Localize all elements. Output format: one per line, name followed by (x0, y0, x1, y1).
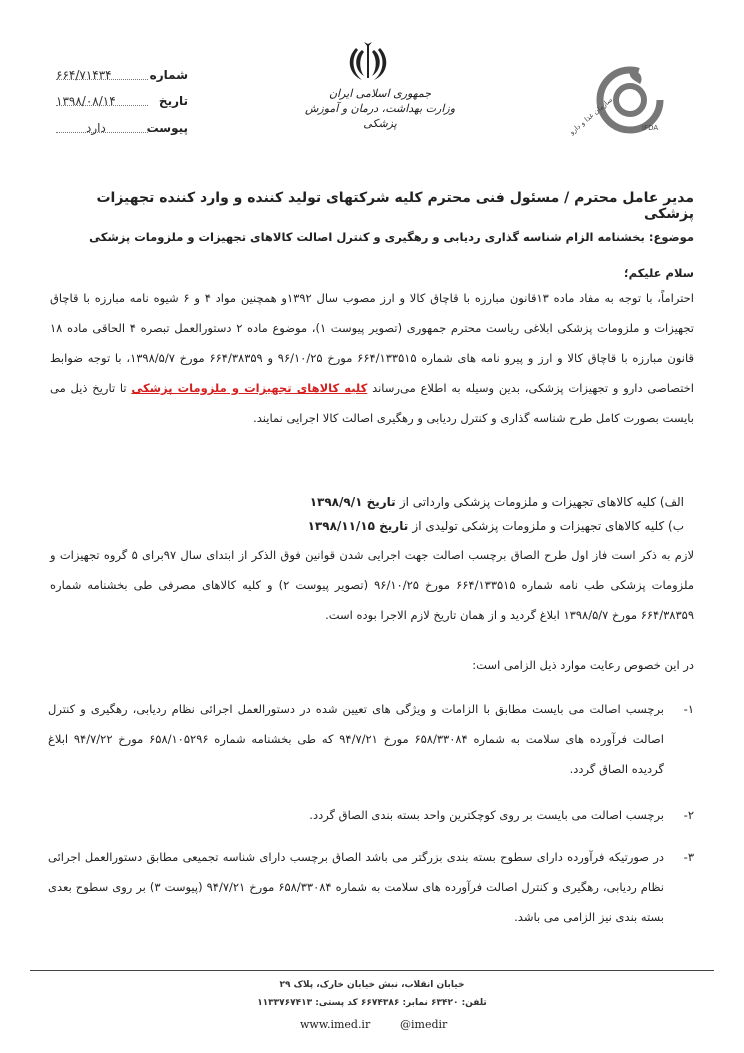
date-value: ۱۳۹۸/۰۸/۱۴ (56, 94, 116, 108)
requirement-item (48, 694, 694, 784)
deadline-import (44, 495, 684, 509)
intro-paragraph (50, 283, 694, 433)
ministry-title (290, 86, 470, 131)
requirement-text: برچسب اصالت می بایست بر روی کوچکترین واحد بسته بندی الصاق گردد. (309, 808, 664, 822)
attachment-value: دارد (86, 121, 106, 135)
addressee: مدیر عامل محترم / مسئول فنی محترم کلیه شرکتهای تولید کننده و وارد کننده تجهیزات پزشکی (96, 190, 694, 222)
requirement-index: ۳- (683, 850, 694, 864)
letter-attachment (56, 121, 188, 141)
footer-divider (30, 970, 714, 971)
requirement-text: برچسب اصالت می بایست مطابق با الزامات و ویژگی های تعیین شده در دستورالعمل اجرائی نظام ردیابی، رهگیری و کنترل اصالت فرآورده های سلامت به شماره ۶۵۸/۳۳۰۸۴ مورخ ۹۴/۷/۲۱ که طی بخشنامه شماره ۶۵۸/۱۰۵۲۹۶ مورخ ۹۴/۷/۲۲ ابلاغ گردیده الصاق گردد. (48, 702, 665, 776)
subject-line (34, 230, 694, 244)
greeting: سلام علیکم؛ (623, 266, 694, 280)
letter-number (56, 68, 188, 88)
footer-contact: تلفن: ۶۳۴۲۰ نمابر: ۶۶۷۴۳۸۶ کد پستی: ۱۱۳۳۷۶۷۴۱۳ (257, 998, 487, 1008)
ministry-line-1: جمهوری اسلامی ایران (328, 87, 432, 100)
number-value: ۶۶۴/۷۱۴۳۴ (56, 68, 112, 82)
number-label: شماره (149, 68, 188, 82)
subject-label: موضوع: (648, 230, 694, 244)
intro-highlight: کلیه کالاهای تجهیزات و ملزومات پزشکی (131, 381, 368, 395)
deadline-production-text: ب) کلیه کالاهای تجهیزات و ملزومات پزشکی تولیدی از (412, 519, 684, 533)
requirement-item (48, 842, 694, 932)
note-paragraph: لازم به ذکر است فاز اول طرح الصاق برچسب اصالت جهت اجرایی شدن قوانین فوق الذکر از ابتدای سال ۹۷برای ۵ گروه تجهیزات و ملزومات پزشکی طب نامه شماره ۶۶۴/۱۳۳۵۱۵ مورخ ۹۶/۱۰/۲۵ (تصویر پیوست ۲) و کلیه کالاهای مصرفی طی بخشنامه شماره ۶۶۴/۳۸۳۵۹ مورخ ۱۳۹۸/۵/۷ ابلاغ گردید و از همان تاریخ لازم الاجرا بوده است. (50, 548, 695, 622)
deadline-import-date: تاریخ ۱۳۹۸/۹/۱ (309, 495, 396, 509)
letter-date (56, 94, 188, 114)
requirement-text: در صورتیکه فرآورده دارای سطوح بسته بندی بزرگتر می باشد الصاق برچسب دارای شناسه تجمیعی مطابق دستورالعمل اجرائی نظام ردیابی، رهگیری و کنترل اصالت فرآورده های سلامت به شماره ۶۵۸/۳۳۰۸۴ مورخ ۹۴/۷/۲۱ (پیوست ۳) بر روی سطوح بعدی بسته بندی نیز الزامی می باشد. (48, 850, 665, 924)
requirement-item (48, 800, 694, 830)
deadline-production (44, 519, 684, 533)
deadline-production-date: تاریخ ۱۳۹۸/۱۱/۱۵ (307, 519, 409, 533)
ministry-line-2: وزارت بهداشت، درمان و آموزش پزشکی (304, 102, 456, 130)
iran-emblem-icon (346, 40, 390, 90)
attachment-label: پیوست (146, 121, 188, 135)
footer-website[interactable]: www.imed.ir (300, 1018, 371, 1031)
subject-text: بخشنامه الزام شناسه گذاری ردیابی و رهگیری و کنترل اصالت کالاهای تجهیزات و ملزومات پزشکی (89, 230, 645, 244)
ifda-code: IFDA (642, 124, 659, 132)
intro-text-2: تا تاریخ ذیل می بایست بصورت کامل طرح شناسه گذاری و کنترل ردیابی و رهگیری اصالت کالا اجرایی نمایند. (50, 381, 694, 425)
intro-text-1: احتراماً، با توجه به مفاد ماده ۱۳قانون مبارزه با قاچاق کالا و ارز مصوب سال ۱۳۹۲و همچنین مواد ۴ و ۶ شیوه نامه مبارزه با قاچاق تجهیزات و ملزومات پزشکی ابلاغی ریاست محترم جمهوری (تصویر پیوست ۱)، موضوع ماده ۲ دستورالعمل تبصره ۴ الحاقی ماده ۱۸ قانون مبارزه با قاچاق کالا و ارز و پیرو نامه های شماره ۶۶۴/۱۳۳۵۱۵ مورخ ۹۶/۱۰/۲۵ و ۶۶۴/۳۸۳۵۹ مورخ ۱۳۹۸/۵/۷، با توجه ضوابط اختصاصی دارو و تجهیزات پزشکی، بدین وسیله به اطلاع می‌رساند (50, 291, 695, 395)
footer-address: خیابان انقلاب، نبش خیابان خارک، پلاک ۲۹ (279, 980, 465, 990)
ifda-name: سازمان غذا و دارو (567, 95, 615, 137)
requirement-index: ۲- (683, 808, 694, 822)
footer-social[interactable]: @imedir (400, 1018, 448, 1031)
date-label: تاریخ (158, 94, 188, 108)
requirement-index: ۱- (683, 702, 694, 716)
requirements-intro: در این خصوص رعایت موارد ذیل الزامی است: (472, 658, 694, 672)
deadline-import-text: الف) کلیه کالاهای تجهیزات و ملزومات پزشکی وارداتی از (399, 495, 684, 509)
